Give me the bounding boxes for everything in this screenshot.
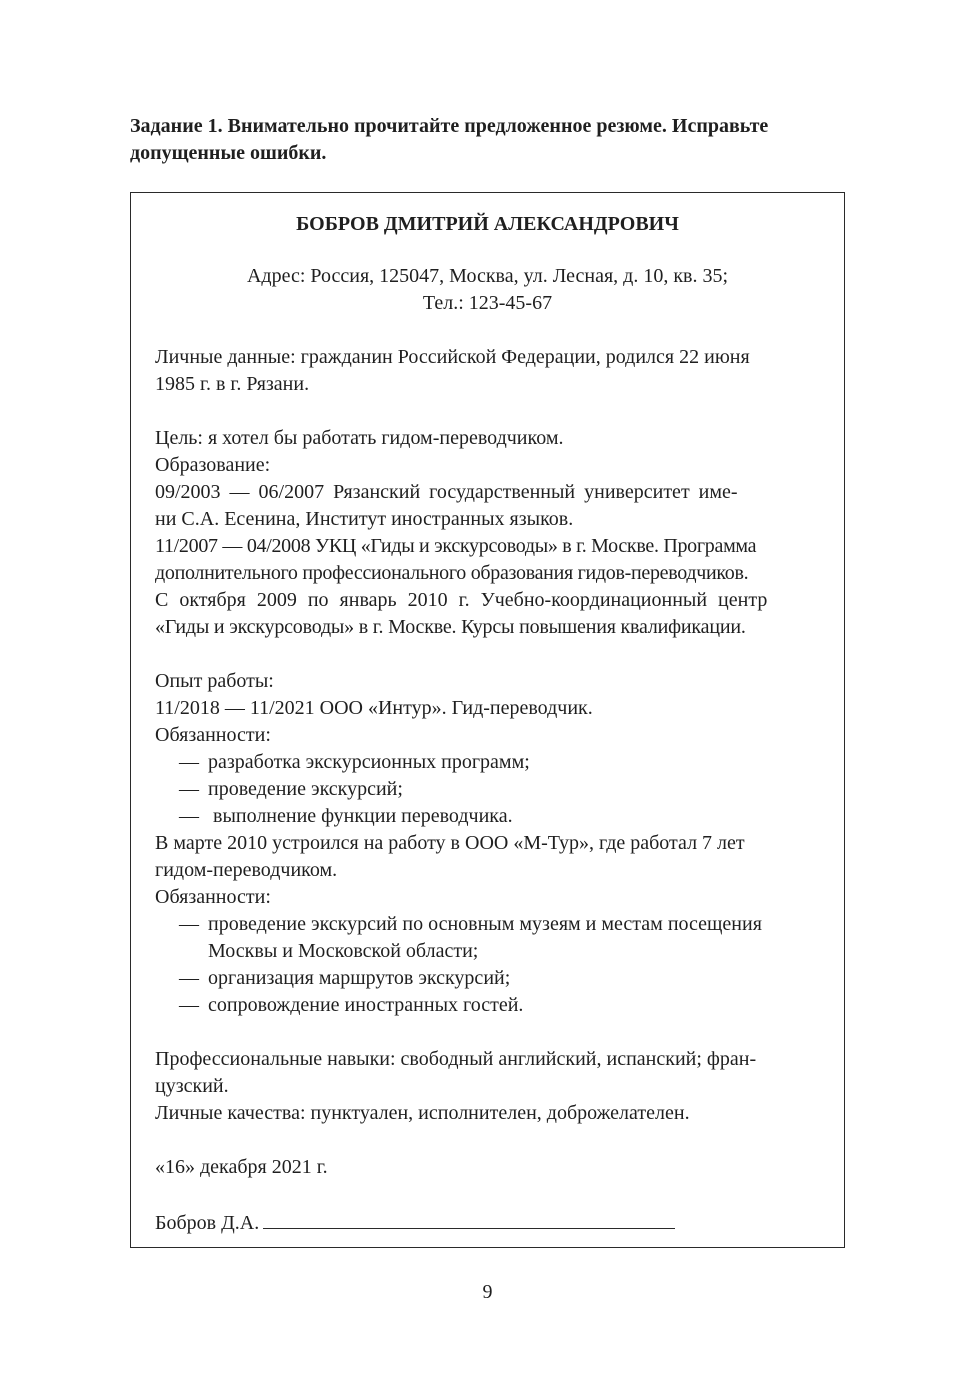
- education-entry-1-line-1: 09/2003 — 06/2007 Рязанский государственный университет име-: [155, 481, 738, 503]
- education-entry-2-line-2: дополнительного профессионального образования гидов-переводчиков.: [155, 562, 749, 584]
- dash-marker: —: [179, 805, 199, 827]
- job-2-duty-1-line-2: Москвы и Московской области;: [208, 940, 479, 962]
- task-line-1: Задание 1. Внимательно прочитайте предложенное резюме. Исправьте: [130, 115, 769, 137]
- resume-frame: [130, 192, 845, 1248]
- task-heading: [130, 113, 850, 167]
- education-entry-2: [155, 533, 820, 587]
- job-1: 11/2018 — 11/2021 ООО «Интур». Гид-переводчик.: [155, 697, 593, 719]
- page-number: 9: [482, 1281, 493, 1303]
- job-2-line-2: гидом-переводчиком.: [155, 859, 338, 881]
- duties-heading-1: Обязанности:: [155, 724, 271, 746]
- professional-skills-line-1: Профессиональные навыки: свободный английский, испанский; фран-: [155, 1048, 757, 1070]
- dash-marker: —: [179, 778, 199, 800]
- signature-name: Бобров Д.А.: [155, 1212, 260, 1234]
- job-1-duty-3-text: выполнение функции переводчика.: [208, 805, 513, 827]
- phone: Тел.: 123-45-67: [422, 292, 553, 314]
- job-2: [155, 830, 820, 884]
- dash-marker: —: [179, 994, 199, 1016]
- dash-marker: —: [179, 751, 199, 773]
- task-line-2: допущенные ошибки.: [130, 142, 327, 164]
- dash-marker: —: [179, 967, 199, 989]
- job-1-duty-2: [155, 776, 820, 803]
- job-2-duty-2: [155, 965, 820, 992]
- education-entry-3-line-2: «Гиды и экскурсоводы» в г. Москве. Курсы повышения квалификации.: [155, 616, 746, 638]
- resume-content: [155, 193, 820, 1237]
- resume-name: БОБРОВ ДМИТРИЙ АЛЕКСАНДРОВИЧ: [296, 213, 679, 235]
- duties-heading-2: Обязанности:: [155, 886, 271, 908]
- education-heading: Образование:: [155, 454, 271, 476]
- personal-data-line-2: 1985 г. в г. Рязани.: [155, 373, 310, 395]
- personal-data: [155, 344, 820, 398]
- professional-skills: [155, 1046, 820, 1100]
- goal: Цель: я хотел бы работать гидом-переводчиком.: [155, 427, 564, 449]
- job-2-duty-1-line-1: проведение экскурсий по основным музеям и местам посещения: [208, 913, 762, 935]
- education-entry-1-line-2: ни С.А. Есенина, Институт иностранных языков.: [155, 508, 574, 530]
- job-1-duty-1-text: разработка экскурсионных программ;: [208, 751, 530, 773]
- job-1-duty-2-text: проведение экскурсий;: [208, 778, 403, 800]
- education-entry-3: [155, 587, 820, 641]
- personal-data-line-1: Личные данные: гражданин Российской Федерации, родился 22 июня: [155, 346, 750, 368]
- dash-marker: —: [179, 913, 199, 935]
- education-entry-3-line-1: С октября 2009 по январь 2010 г. Учебно-координационный центр: [155, 589, 768, 611]
- professional-skills-line-2: цузский.: [155, 1075, 229, 1097]
- resume-date: «16» декабря 2021 г.: [155, 1156, 328, 1178]
- job-1-duty-3: [155, 803, 820, 830]
- experience-heading: Опыт работы:: [155, 670, 274, 692]
- job-2-duty-3-text: сопровождение иностранных гостей.: [208, 994, 524, 1016]
- address: Адрес: Россия, 125047, Москва, ул. Лесная, д. 10, кв. 35;: [246, 265, 729, 287]
- job-2-duty-2-text: организация маршрутов экскурсий;: [208, 967, 511, 989]
- job-2-duty-3: [155, 992, 820, 1019]
- education-entry-1: [155, 479, 820, 533]
- job-2-duty-1: [155, 911, 820, 965]
- signature-line: [263, 1208, 675, 1229]
- education-entry-2-line-1: 11/2007 — 04/2008 УКЦ «Гиды и экскурсоводы» в г. Москве. Программа: [155, 535, 757, 557]
- personal-qualities: Личные качества: пунктуален, исполнителен, доброжелателен.: [155, 1102, 690, 1124]
- job-2-line-1: В марте 2010 устроился на работу в ООО «М-Тур», где работал 7 лет: [155, 832, 745, 854]
- job-1-duty-1: [155, 749, 820, 776]
- signature-block: [155, 1208, 820, 1237]
